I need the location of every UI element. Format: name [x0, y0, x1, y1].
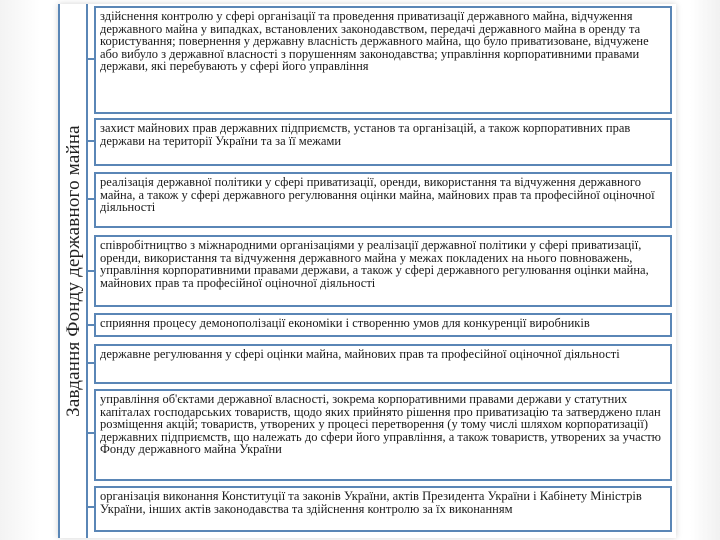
- task-box-2: захист майнових прав державних підприємств, установ та організацій, а також корпоративних прав держави на території України та за її межами: [94, 118, 672, 166]
- task-box-8: організація виконання Конституції та законів України, актів Президента України і Кабінету Міністрів України, інших актів законодавства та здійснення контролю за їх виконанням: [94, 486, 672, 532]
- task-box-6: державне регулювання у сфері оцінки майна, майнових прав та професійної оціночної діяльності: [94, 344, 672, 384]
- task-box-1: здійснення контролю у сфері організації та проведення приватизації державного майна, відчуження державного майна у випадках, встановлених законодавством, передачі державного майна в оренду та користування; повернення у державну власність державного майна, що було приватизоване, відчужене або вибуло з державної власності з порушенням законодавства; управління корпоративними правами держави, які перебувають у сфері його управління: [94, 6, 672, 114]
- task-box-4: співробітництво з міжнародними організаціями у реалізації державної політики у сфері приватизації, оренди, використання та відчуження державного майна у межах покладених на нього повноважень, управління корпоративними правами держави, а також у сфері державного регулювання оцінки майна, майнових прав та професійної оціночної діяльності: [94, 235, 672, 307]
- task-box-5: сприяння процесу демонополізації економіки і створенню умов для конкуренції виробників: [94, 313, 672, 337]
- task-box-7: управління об'єктами державної власності, зокрема корпоративними правами держави у статутних капіталах господарських товариств, щодо яких прийнято рішення про приватизацію та затверджено план розміщення акцій; товариств, утворених у процесі перетворення (у тому числі шляхом корпоратизації) державних підприємств, що належать до сфери його управління, а також товариств, утворених за участю Фонду державного майна України: [94, 389, 672, 481]
- task-box-3: реалізація державної політики у сфері приватизації, оренди, використання та відчуження державного майна, а також у сфері державного регулювання оцінки майна, майнових прав та професійної оціночної діяльності: [94, 172, 672, 228]
- side-title: Завдання Фонду державного майна: [63, 125, 84, 417]
